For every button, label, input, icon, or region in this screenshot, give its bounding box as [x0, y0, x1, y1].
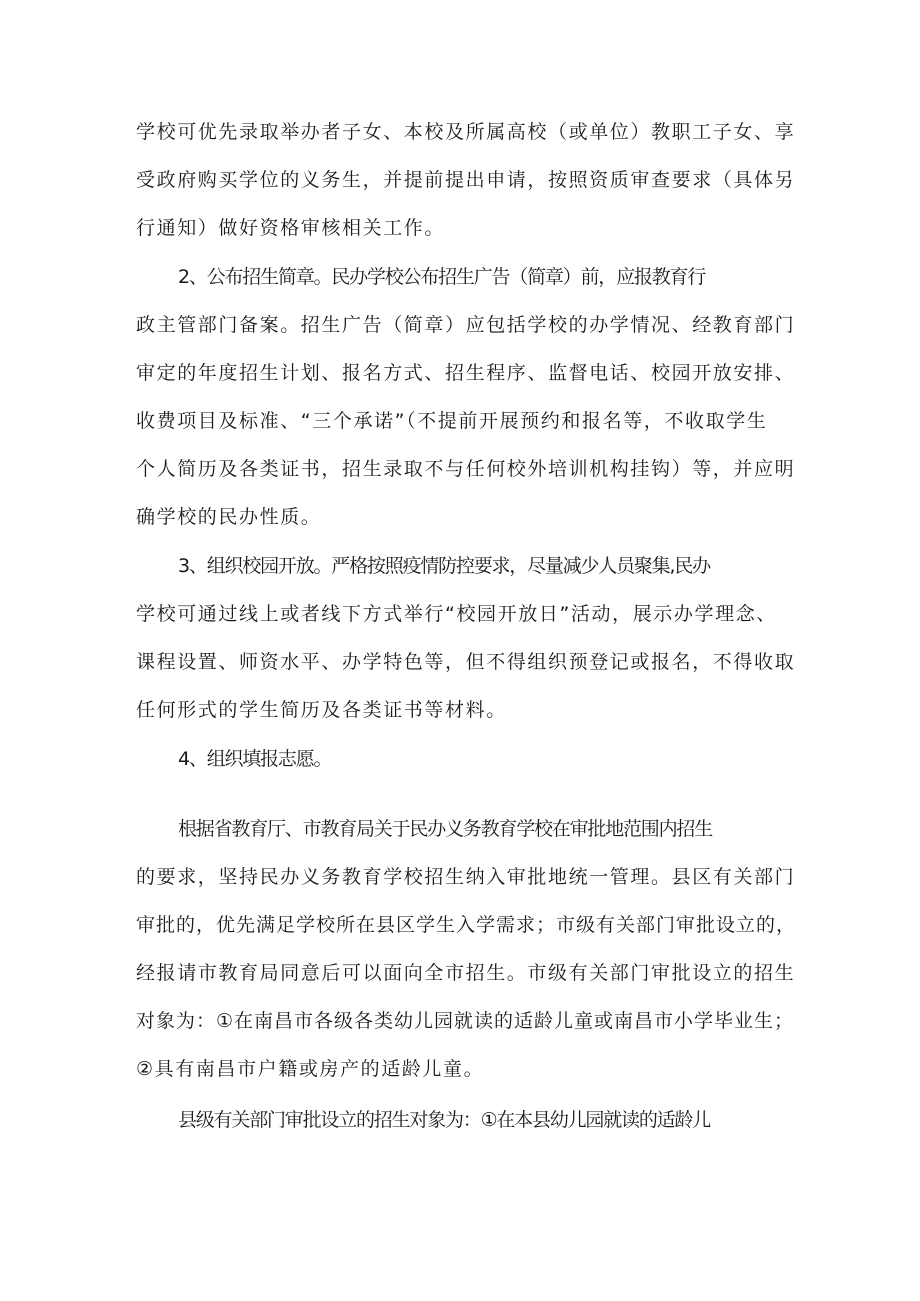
text-line: 对象为：①在南昌市各级各类幼儿园就读的适龄儿童或南昌市小学毕业生；: [136, 1010, 795, 1032]
text-line: 4、组织填报志愿。: [178, 748, 332, 770]
text-line: 行通知）做好资格审核相关工作。: [136, 217, 446, 239]
paragraph-publish-brochure: [136, 253, 796, 541]
paragraph-campus-open-day: [136, 542, 796, 734]
text-line: 审批的，优先满足学校所在县区学生入学需求；市级有关部门审批设立的，: [136, 914, 797, 936]
text-line: 个人简历及各类证书，招生录取不与任何校外培训机构挂钩）等，并应明: [136, 458, 796, 480]
text-line: 3、组织校园开放。严格按照疫情防控要求，尽量减少人员聚集,民办: [178, 555, 710, 577]
paragraph-priority-admission: [136, 108, 796, 252]
text-line: 2、公布招生简章。民办学校公布招生广告（简章）前，应报教育行: [178, 266, 706, 288]
text-line: 课程设置、师资水平、办学特色等，但不得组织预登记或报名，不得收取: [136, 651, 796, 673]
paragraph-county-enrollment: [136, 1096, 796, 1144]
paragraph-fill-application: [136, 735, 796, 783]
paragraph-enrollment-scope: [136, 805, 796, 1093]
text-line: 根据省教育厅、市教育局关于民办义务教育学校在审批地范围内招生: [178, 818, 713, 840]
text-line: 受政府购买学位的义务生，并提前提出申请，按照资质审查要求（具体另: [136, 169, 796, 191]
text-line: ②具有南昌市户籍或房产的适龄儿童。: [136, 1058, 485, 1080]
text-line: 任何形式的学生简历及各类证书等材料。: [136, 699, 507, 721]
text-line: 的要求，坚持民办义务教育学校招生纳入审批地统一管理。县区有关部门: [136, 866, 796, 888]
text-line: 收费项目及标准、“三个承诺”（不提前开展预约和报名等，不收取学生: [136, 410, 768, 432]
text-line: 确学校的民办性质。: [136, 506, 322, 528]
text-line: 县级有关部门审批设立的招生对象为：①在本县幼儿园就读的适龄儿: [178, 1109, 711, 1131]
text-line: 学校可优先录取举办者子女、本校及所属高校（或单位）教职工子女、享: [136, 121, 796, 143]
text-line: 审定的年度招生计划、报名方式、招生程序、监督电话、校园开放安排、: [136, 362, 796, 384]
text-line: 学校可通过线上或者线下方式举行“校园开放日”活动，展示办学理念、: [136, 603, 777, 625]
text-line: 经报请市教育局同意后可以面向全市招生。市级有关部门审批设立的招生: [136, 962, 796, 984]
text-line: 政主管部门备案。招生广告（简章）应包括学校的办学情况、经教育部门: [136, 314, 796, 336]
